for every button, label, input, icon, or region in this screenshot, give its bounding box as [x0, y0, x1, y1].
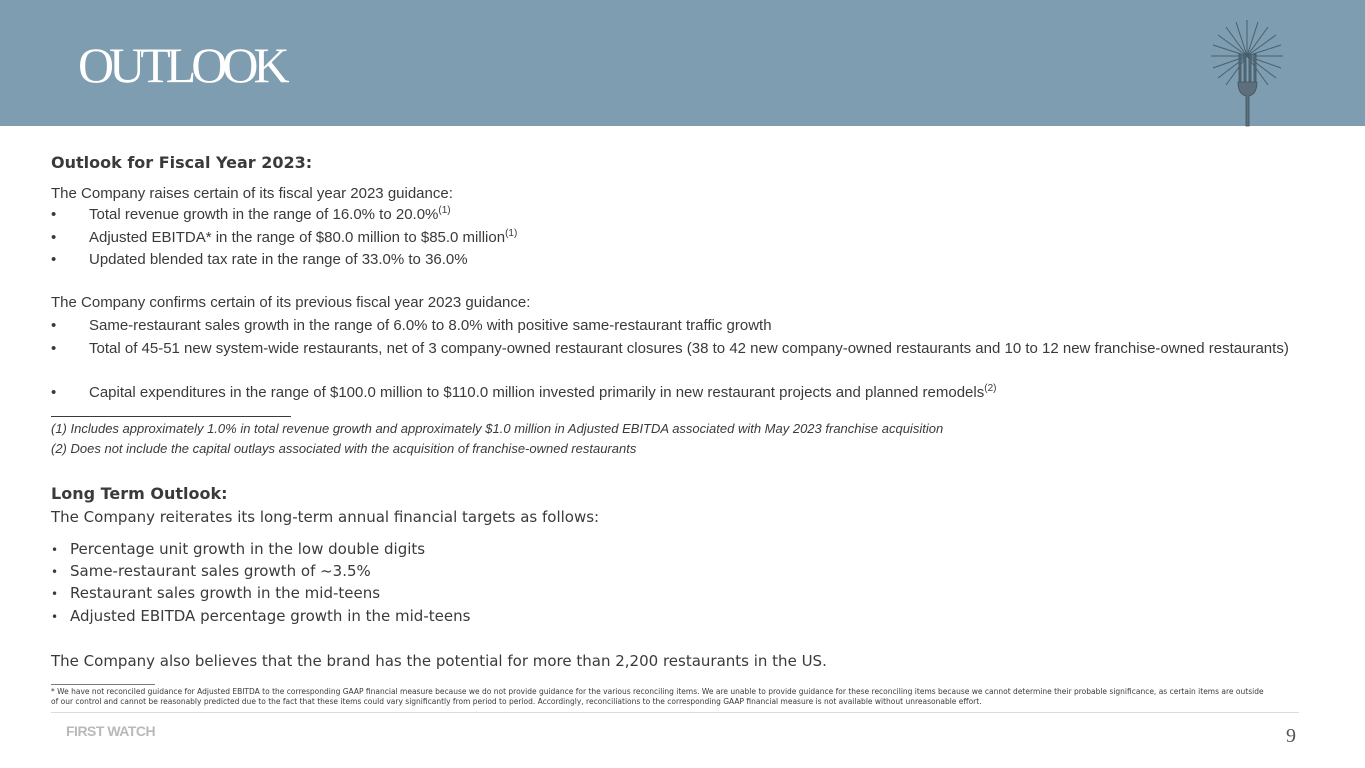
page-title: OUTLOOK [78, 37, 285, 93]
bullet: • [51, 251, 57, 268]
bullet: • [51, 229, 57, 246]
section-heading-long-term: Long Term Outlook: [51, 484, 228, 503]
list-item-text: Adjusted EBITDA percentage growth in the mid-teens [70, 607, 471, 625]
footer-logo: FIRST WATCH [66, 723, 156, 739]
list-item [51, 584, 380, 602]
bullet: • [51, 340, 57, 357]
bullet: • [51, 206, 57, 223]
list-item [51, 540, 425, 558]
bullet: • [51, 384, 57, 401]
bullet: • [51, 543, 59, 557]
bullet: • [51, 587, 59, 601]
list-item-text: Same-restaurant sales growth of ~3.5% [70, 562, 371, 580]
list-item [51, 607, 470, 625]
bullet: • [51, 317, 57, 334]
footnote-2: (2) Does not include the capital outlays associated with the acquisition of franchise-owned restaurants [51, 441, 637, 456]
bullet: • [51, 610, 59, 624]
list-item-text: Total of 45-51 new system-wide restaurants, net of 3 company-owned restaurant closures (38 to 42 new company-owned restaurants and 10 to 12 new franchise-owned restaurants) [89, 340, 1289, 357]
page-number: 9 [1286, 725, 1296, 747]
raises-intro: The Company raises certain of its fiscal year 2023 guidance: [51, 185, 453, 202]
header-banner [0, 0, 1365, 126]
footnote-marker: (1) [505, 228, 518, 239]
long-term-intro: The Company reiterates its long-term annual financial targets as follows: [51, 508, 600, 526]
disclaimer-text: * We have not reconciled guidance for Adjusted EBITDA to the corresponding GAAP financial measure because we do not provide guidance for the various reconciling items. We are unable to provide guidance for these reconciling items because we cannot determine their probable significance, as certain items are outside of our control and cannot be reasonably predicted due to the fact that these items could vary significantly from period to period. Accordingly, reconciliations to the corresponding GAAP financial measure is not available without unreasonable effort. [51, 687, 1264, 706]
list-item-text: Adjusted EBITDA* in the range of $80.0 million to $85.0 million [89, 229, 506, 246]
footnote-marker: (2) [984, 383, 997, 394]
bullet: • [51, 565, 59, 579]
footer-divider [51, 712, 1299, 713]
fork-burst-icon [1206, 18, 1288, 128]
list-item-text: Same-restaurant sales growth in the range of 6.0% to 8.0% with positive same-restaurant traffic growth [89, 317, 772, 334]
list-item-text: Updated blended tax rate in the range of 33.0% to 36.0% [89, 251, 468, 268]
long-term-closing: The Company also believes that the brand has the potential for more than 2,200 restaurants in the US. [51, 652, 827, 670]
list-item-text: Percentage unit growth in the low double digits [70, 540, 426, 558]
list-item-text: Capital expenditures in the range of $100.0 million to $110.0 million invested primarily in new restaurant projects and planned remodels [89, 384, 985, 401]
footnote-marker: (1) [438, 205, 451, 216]
section-heading-fy2023: Outlook for Fiscal Year 2023: [51, 153, 313, 172]
disclaimer-divider [51, 684, 155, 685]
list-item [51, 562, 371, 580]
list-item-text: Total revenue growth in the range of 16.0% to 20.0% [89, 206, 439, 223]
list-item-text: Restaurant sales growth in the mid-teens [70, 584, 381, 602]
footnote-divider [51, 416, 291, 417]
confirms-intro: The Company confirms certain of its previous fiscal year 2023 guidance: [51, 294, 531, 311]
footnote-1: (1) Includes approximately 1.0% in total revenue growth and approximately $1.0 million in Adjusted EBITDA associated with May 2023 franchise acquisition [51, 421, 944, 436]
